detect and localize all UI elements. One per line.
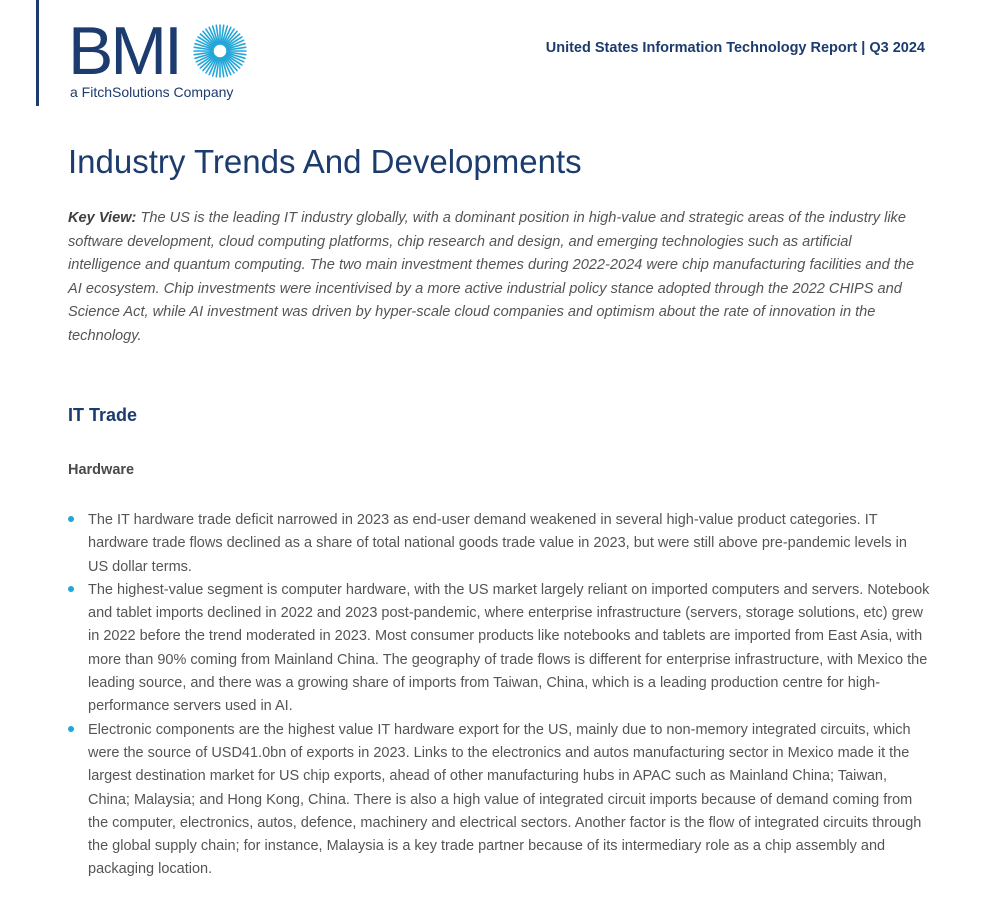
key-view-text: The US is the leading IT industry globally, with a dominant position in high-value and strategic areas of the industry like software development, cloud computing platforms, chip research and design, and emerging technologies such as artificial intelligence and quantum computing. The two main investment themes during 2022-2024 were chip manufacturing facilities and the AI ecosystem. Chip investments were incentivised by a more active industrial policy stance adopted through the 2022 CHIPS and Science Act, while AI investment was driven by hyper-scale cloud companies and optimism about the rate of innovation in the technology. <box>68 210 915 344</box>
section-heading: IT Trade <box>68 405 138 425</box>
key-view-label: Key View: <box>68 210 137 226</box>
logo-tagline: a FitchSolutions Company <box>70 84 234 100</box>
bmi-logo <box>68 13 268 105</box>
sub-heading: Hardware <box>68 462 135 478</box>
list-item <box>68 719 930 882</box>
sunburst-icon <box>193 24 247 78</box>
list-item <box>68 509 930 579</box>
key-view-paragraph <box>68 207 928 349</box>
header-accent-rule <box>36 0 39 106</box>
report-title-header: United States Information Technology Report | Q3 2024 <box>545 40 925 56</box>
bullet-dot-icon <box>68 726 74 732</box>
bullet-dot-icon <box>68 516 74 522</box>
bullet-text: The highest-value segment is computer hardware, with the US market largely reliant on imported computers and servers. Notebook and tablet imports declined in 2022 and 2023 post-pandemic, where enterprise infrastructure (servers, storage solutions, etc) grew in 2022 before the trend moderated in 2023. Most consumer products like notebooks and tablets are imported from East Asia, with more than 90% coming from Mainland China. The geography of trade flows is different for enterprise infrastructure, with Mexico the leading source, and there was a growing share of imports from Taiwan, China, which is a leading production centre for high-performance servers used in AI. <box>88 581 930 715</box>
logo-wordmark: BMI <box>68 13 180 89</box>
bullet-text: The IT hardware trade deficit narrowed in 2023 as end-user demand weakened in several high-value product categories. IT hardware trade flows declined as a share of total national goods trade value in 2023, but were still above pre-pandemic levels in US dollar terms. <box>88 512 907 575</box>
bullet-dot-icon <box>68 586 74 592</box>
list-item <box>68 579 930 719</box>
page-title: Industry Trends And Developments <box>68 143 582 180</box>
bullet-list <box>68 509 930 882</box>
bullet-text: Electronic components are the highest value IT hardware export for the US, mainly due to non-memory integrated circuits, which were the source of USD41.0bn of exports in 2023. Links to the electronics and autos manufacturing sector in Mexico made it the largest destination market for US chip exports, ahead of other manufacturing hubs in APAC such as Mainland China; Taiwan, China; Malaysia; and Hong Kong, China. There is also a high value of integrated circuit imports because of demand coming from the computer, electronics, autos, defence, machinery and electrical sectors. Another factor is the flow of integrated circuits through the global supply chain; for instance, Malaysia is a key trade partner because of its intermediary role as a chip assembly and packaging location. <box>88 721 922 878</box>
